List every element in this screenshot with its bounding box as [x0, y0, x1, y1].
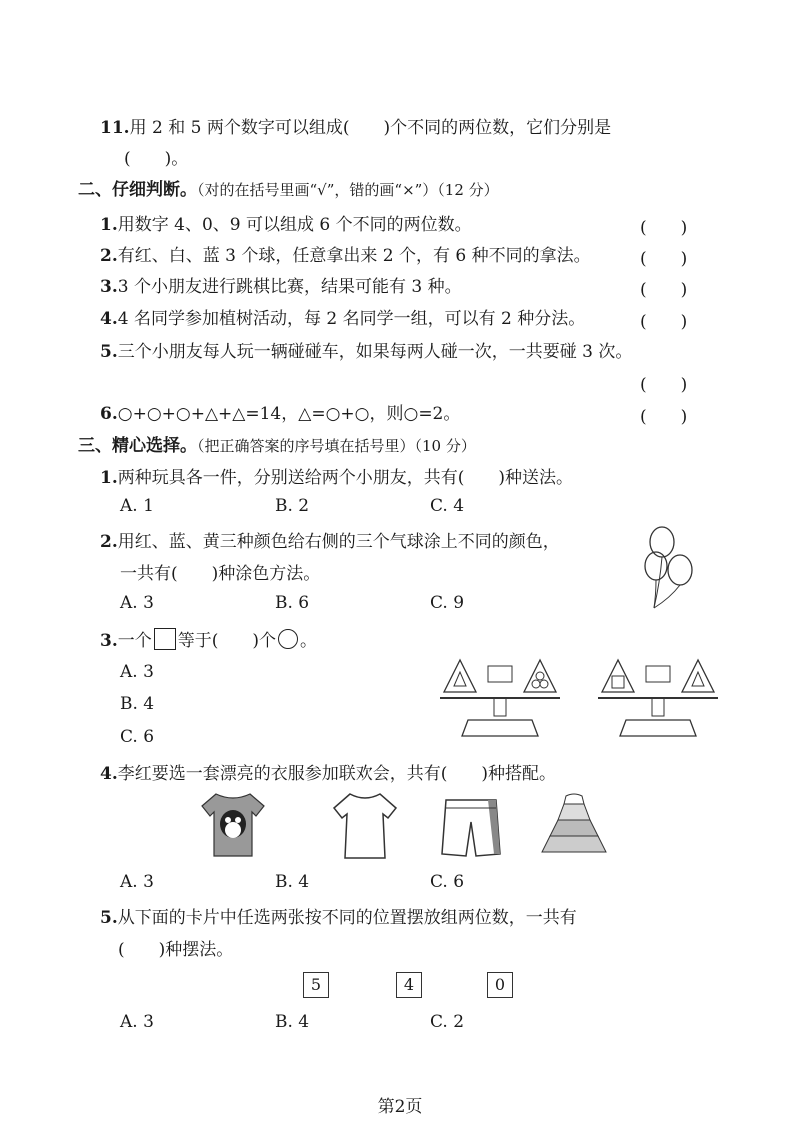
- q2-option-c[interactable]: C. 9: [430, 593, 465, 613]
- q11-line2: ( )。: [124, 149, 189, 169]
- choice-q5-line1: 5.从下面的卡片中任选两张按不同的位置摆放组两位数，一共有: [100, 908, 577, 928]
- q3-option-a[interactable]: A. 3: [120, 662, 154, 682]
- q1-option-b[interactable]: B. 2: [275, 496, 310, 516]
- choice-q4: 4.李红要选一套漂亮的衣服参加联欢会，共有( )种搭配。: [100, 764, 557, 784]
- judge-answer-4[interactable]: ( ): [640, 312, 688, 332]
- judge-answer-1[interactable]: ( ): [640, 218, 688, 238]
- number-card-2: 4: [396, 972, 422, 998]
- q4-option-c[interactable]: C. 6: [430, 872, 465, 892]
- section3-heading: [78, 434, 476, 458]
- page-number: 第2页: [377, 1097, 423, 1117]
- q1-option-c[interactable]: C. 4: [430, 496, 465, 516]
- q11-line1: [100, 116, 611, 140]
- q2-option-a[interactable]: A. 3: [120, 593, 154, 613]
- circle-icon: [278, 629, 298, 649]
- balance-scale-left: [440, 650, 560, 742]
- judge-item-3: 3.3 个小朋友进行跳棋比赛，结果可能有 3 种。: [100, 277, 462, 297]
- section3-title: 三、精心选择。: [78, 436, 197, 456]
- q3-option-c[interactable]: C. 6: [120, 727, 155, 747]
- judge-item-4: 4.4 名同学参加植树活动，每 2 名同学一组，可以有 2 种分法。: [100, 309, 586, 329]
- plain-tshirt-illustration: [330, 790, 400, 862]
- q1-option-a[interactable]: A. 1: [120, 496, 154, 516]
- balance-scale-right: [598, 650, 718, 742]
- section3-note: （把正确答案的序号填在括号里）（10 分）: [197, 437, 476, 455]
- choice-q1: 1.两种玩具各一件，分别送给两个小朋友，共有( )种送法。: [100, 468, 574, 488]
- judge-answer-2[interactable]: ( ): [640, 249, 688, 269]
- judge-answer-3[interactable]: ( ): [640, 280, 688, 300]
- judge-item-1: 1.用数字 4、0、9 可以组成 6 个不同的两位数。: [100, 215, 472, 235]
- choice-q3: 3.一个 等于( )个 。: [100, 628, 317, 653]
- judge-item-5: 5.三个小朋友每人玩一辆碰碰车，如果每两人碰一次，一共要碰 3 次。: [100, 342, 633, 362]
- judge-item-6: 6.○+○+○+△+△=14，△=○+○，则○=2。: [100, 404, 461, 424]
- q11-text: 用 2 和 5 两个数字可以组成( )个不同的两位数，它们分别是: [129, 118, 612, 138]
- section2-title: 二、仔细判断。: [78, 180, 197, 200]
- number-card-1: 5: [303, 972, 329, 998]
- q2-option-b[interactable]: B. 6: [275, 593, 310, 613]
- judge-item-2: 2.有红、白、蓝 3 个球，任意拿出来 2 个，有 6 种不同的拿法。: [100, 246, 591, 266]
- q3-option-b[interactable]: B. 4: [120, 694, 155, 714]
- section2-heading: [78, 178, 499, 202]
- judge-answer-6[interactable]: ( ): [640, 407, 688, 427]
- choice-q2-line1: 2.用红、蓝、黄三种颜色给右侧的三个气球涂上不同的颜色，: [100, 532, 560, 552]
- section2-note: （对的在括号里画“√”，错的画“×”）（12 分）: [197, 181, 499, 199]
- q5-option-b[interactable]: B. 4: [275, 1012, 310, 1032]
- square-icon: [154, 628, 176, 650]
- choice-q2-line2: 一共有( )种涂色方法。: [120, 564, 321, 584]
- q5-option-c[interactable]: C. 2: [430, 1012, 465, 1032]
- q11-number: 11.: [100, 118, 130, 138]
- q5-option-a[interactable]: A. 3: [120, 1012, 154, 1032]
- judge-answer-5[interactable]: ( ): [640, 375, 688, 395]
- skirt-illustration: [540, 792, 608, 858]
- shorts-illustration: [440, 796, 502, 860]
- q4-option-a[interactable]: A. 3: [120, 872, 154, 892]
- balloons-illustration: [640, 522, 700, 614]
- q4-option-b[interactable]: B. 4: [275, 872, 310, 892]
- penguin-tshirt-illustration: [198, 790, 268, 860]
- number-card-3: 0: [487, 972, 513, 998]
- choice-q5-line2: ( )种摆法。: [118, 940, 234, 960]
